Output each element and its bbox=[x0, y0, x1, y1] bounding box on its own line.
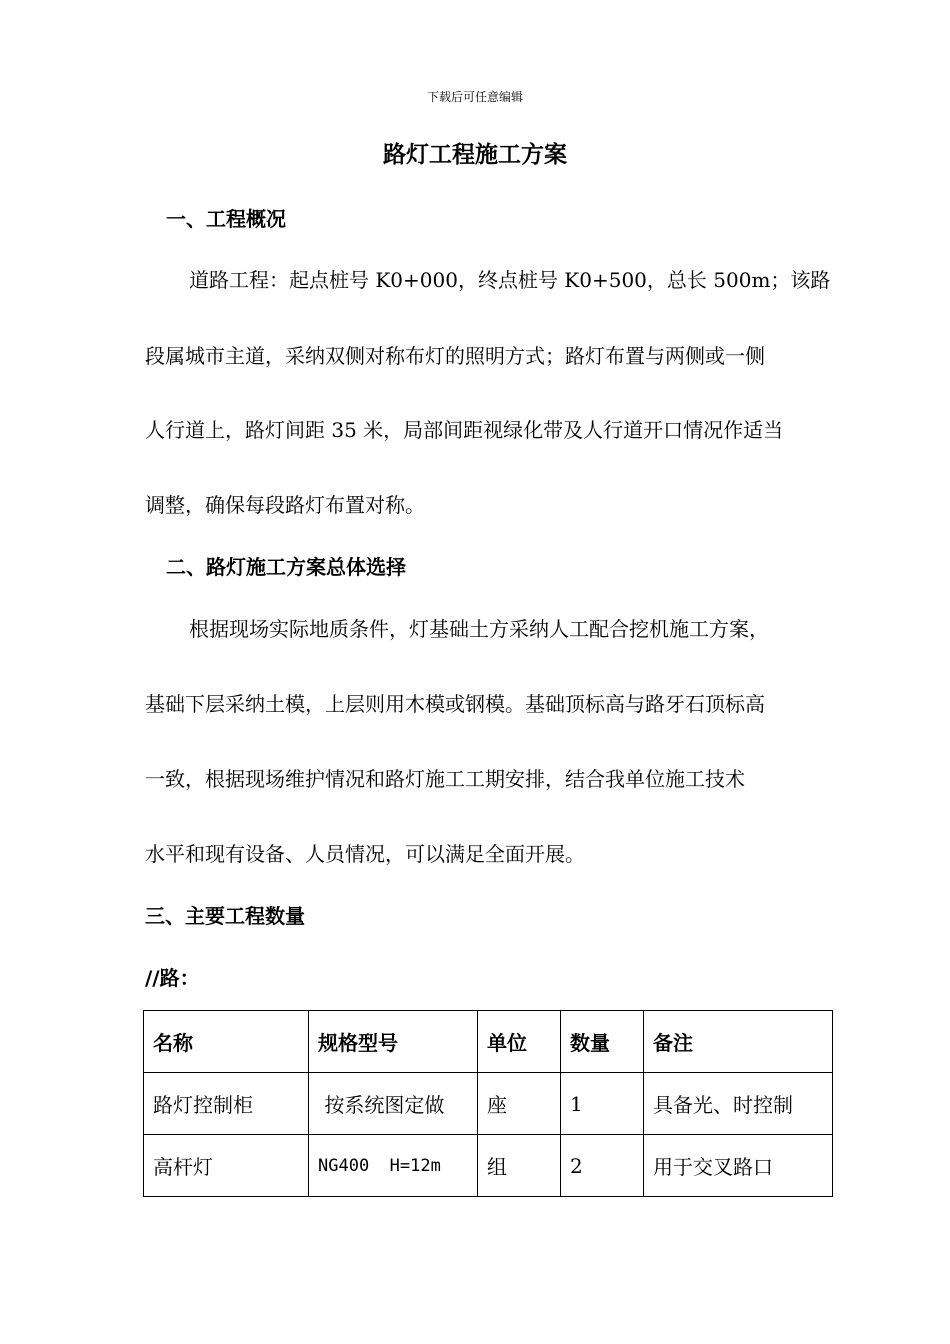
table-cell: 高杆灯 bbox=[144, 1135, 309, 1197]
paragraph-line: 一致，根据现场维护情况和路灯施工工期安排，结合我单位施工技术 bbox=[145, 767, 745, 791]
quantity-table bbox=[143, 1010, 833, 1197]
table-cell: 按系统图定做 bbox=[309, 1073, 478, 1135]
table-cell: 2 bbox=[561, 1135, 644, 1197]
column-header: 单位 bbox=[478, 1011, 561, 1073]
table-cell: NG400 H=12m bbox=[309, 1135, 478, 1197]
column-header: 名称 bbox=[144, 1011, 309, 1073]
paragraph-line: 人行道上，路灯间距 35 米，局部间距视绿化带及人行道开口情况作适当 bbox=[145, 418, 784, 442]
subheading-road: //路： bbox=[145, 966, 200, 990]
paragraph-line: 段属城市主道，采纳双侧对称布灯的照明方式；路灯布置与两侧或一侧 bbox=[145, 344, 765, 368]
paragraph-line: 道路工程：起点桩号 K0+000，终点桩号 K0+500，总长 500m；该路 bbox=[189, 268, 831, 292]
table-cell: 具备光、时控制 bbox=[644, 1073, 833, 1135]
table-row bbox=[144, 1073, 833, 1135]
table-header-row bbox=[144, 1011, 833, 1073]
paragraph-line: 调整，确保每段路灯布置对称。 bbox=[145, 493, 425, 517]
section-heading-overview: 一、工程概况 bbox=[166, 207, 286, 231]
table-cell: 座 bbox=[478, 1073, 561, 1135]
table-cell: 路灯控制柜 bbox=[144, 1073, 309, 1135]
section-heading-quantities: 三、主要工程数量 bbox=[145, 904, 305, 928]
section-heading-plan: 二、路灯施工方案总体选择 bbox=[166, 555, 406, 579]
paragraph-line: 基础下层采纳土模，上层则用木模或钢模。基础顶标高与路牙石顶标高 bbox=[145, 692, 765, 716]
document-title: 路灯工程施工方案 bbox=[383, 141, 567, 168]
column-header: 备注 bbox=[644, 1011, 833, 1073]
header-note: 下载后可任意编辑 bbox=[426, 90, 523, 104]
column-header: 规格型号 bbox=[309, 1011, 478, 1073]
table-cell: 1 bbox=[561, 1073, 644, 1135]
table-cell: 用于交叉路口 bbox=[644, 1135, 833, 1197]
paragraph-line: 水平和现有设备、人员情况，可以满足全面开展。 bbox=[145, 842, 585, 866]
table-row bbox=[144, 1135, 833, 1197]
paragraph-line: 根据现场实际地质条件，灯基础土方采纳人工配合挖机施工方案， bbox=[189, 617, 769, 641]
table-cell: 组 bbox=[478, 1135, 561, 1197]
column-header: 数量 bbox=[561, 1011, 644, 1073]
